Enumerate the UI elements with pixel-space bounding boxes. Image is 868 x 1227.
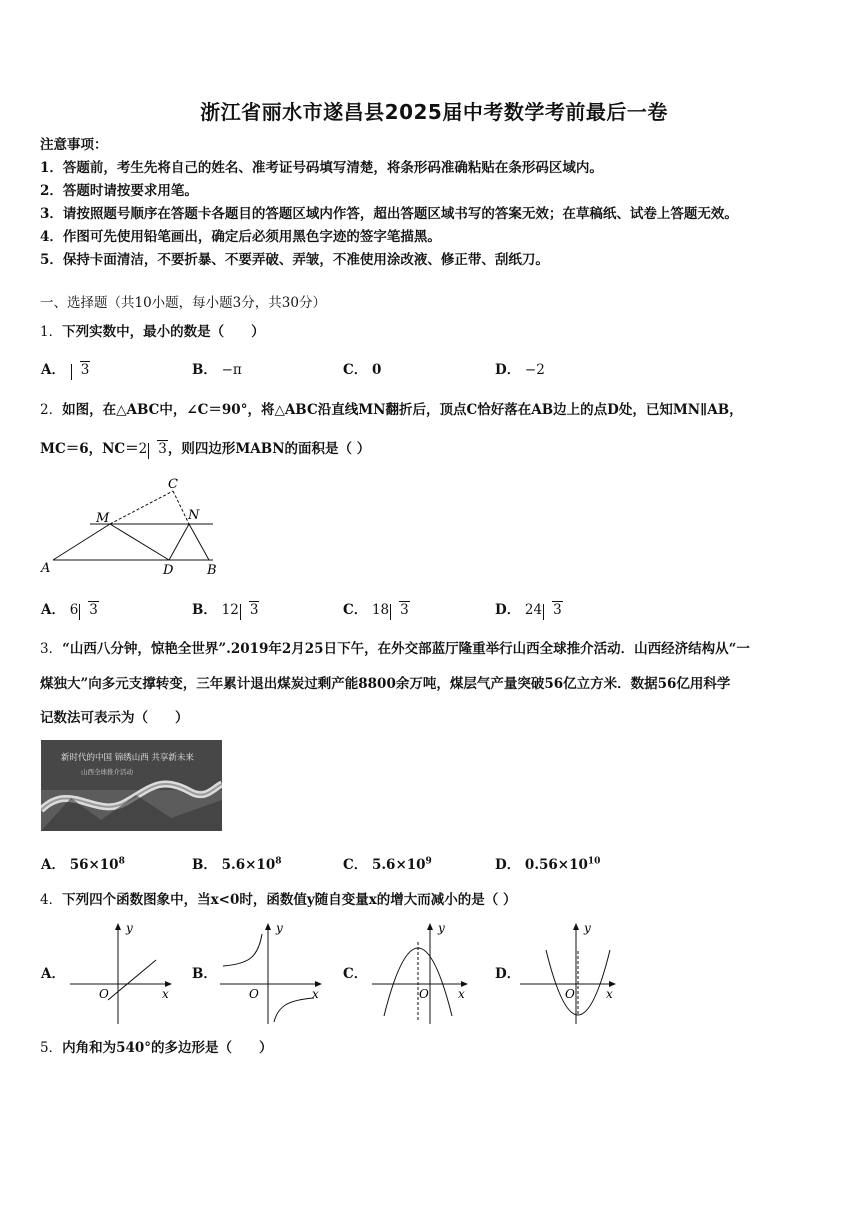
q2-option-b bbox=[192, 598, 259, 618]
question-4 bbox=[40, 888, 516, 908]
question-number: 2． bbox=[40, 402, 63, 418]
coefficient: 24 bbox=[524, 602, 543, 618]
option-label: A． bbox=[41, 362, 65, 378]
graph-a bbox=[68, 920, 178, 1025]
origin-label: O bbox=[565, 987, 575, 1001]
option-label: D． bbox=[495, 602, 521, 618]
question-text: ，则四边形MABN的面积是（ ） bbox=[167, 441, 371, 457]
option-label: D． bbox=[495, 362, 521, 378]
option-base: 56×10 bbox=[69, 857, 119, 873]
q4-option-b-label: B． bbox=[192, 966, 217, 982]
sqrt-symbol bbox=[148, 441, 168, 457]
graph-d bbox=[518, 920, 628, 1025]
radicand: 3 bbox=[553, 602, 562, 618]
question-text: 内角和为540°的多边形是（ ） bbox=[62, 1040, 273, 1056]
exponent: 8 bbox=[275, 856, 282, 867]
option-value: 0 bbox=[371, 362, 382, 378]
note-item: 4．作图可先使用铅笔画出，确定后必须用黑色字迹的签字笔描黑。 bbox=[40, 229, 441, 245]
photo-caption: 新时代的中国 锦绣山西 共享新未来 bbox=[61, 753, 194, 763]
question-text: MC＝6，NC＝ bbox=[40, 441, 139, 457]
q3-option-d bbox=[495, 853, 600, 873]
coefficient: 2 bbox=[138, 441, 148, 457]
sqrt-symbol bbox=[543, 602, 563, 618]
question-5 bbox=[40, 1036, 273, 1056]
q1-option-b bbox=[192, 358, 242, 378]
option-value: −π bbox=[221, 362, 242, 378]
coefficient: 18 bbox=[371, 602, 390, 618]
option-value: −2 bbox=[524, 362, 545, 378]
question-text: 下列实数中，最小的数是（ ） bbox=[62, 324, 265, 340]
note-item: 5．保持卡面清洁，不要折暴、不要弄破、弄皱，不准使用涂改液、修正带、刮纸刀。 bbox=[40, 252, 549, 268]
note-item: 3．请按照题号顺序在答题卡各题目的答题区域内作答，超出答题区域书写的答案无效；在草稿纸、试卷上答题无效。 bbox=[40, 206, 738, 222]
origin-label: O bbox=[249, 987, 259, 1001]
sqrt-symbol bbox=[240, 602, 260, 618]
radicand: 3 bbox=[400, 602, 409, 618]
sqrt-symbol bbox=[71, 362, 91, 378]
option-base: 5.6×10 bbox=[221, 857, 276, 873]
q4-option-a-label: A． bbox=[41, 966, 65, 982]
q4-option-d-label: D． bbox=[495, 966, 521, 982]
question-2 bbox=[40, 398, 743, 418]
q2-option-a bbox=[41, 598, 99, 618]
question-number: 4． bbox=[40, 892, 63, 908]
exponent: 9 bbox=[425, 856, 432, 867]
axis-y-label: y bbox=[276, 921, 283, 935]
coefficient: 12 bbox=[221, 602, 239, 618]
q3-option-b bbox=[192, 853, 281, 873]
section-heading: 一、选择题（共10小题，每小题3分，共30分） bbox=[40, 295, 326, 311]
q3-option-c bbox=[343, 853, 432, 873]
option-label: D． bbox=[495, 857, 521, 873]
axis-x-label: x bbox=[162, 987, 169, 1001]
radicand: 3 bbox=[89, 602, 98, 618]
axis-x-label: x bbox=[606, 987, 613, 1001]
option-label: C． bbox=[343, 362, 368, 378]
option-label: B． bbox=[192, 602, 217, 618]
option-label: B． bbox=[192, 857, 217, 873]
option-label: C． bbox=[343, 602, 368, 618]
question-3-line3: 记数法可表示为（ ） bbox=[40, 710, 189, 726]
q1-option-c bbox=[343, 358, 381, 378]
option-label: A． bbox=[41, 857, 65, 873]
label-m: M bbox=[96, 511, 110, 526]
q2-option-d bbox=[495, 598, 563, 618]
triangle-fold-figure bbox=[38, 474, 223, 579]
origin-label: O bbox=[419, 987, 429, 1001]
label-a: A bbox=[41, 561, 51, 576]
q1-option-a bbox=[41, 358, 90, 378]
axis-y-label: y bbox=[126, 921, 133, 935]
question-3 bbox=[40, 637, 750, 657]
question-text: 如图，在△ABC中，∠C＝90°，将△ABC沿直线MN翻折后，顶点C恰好落在AB边上的点D处，已知MN∥AB， bbox=[62, 402, 743, 418]
question-2-line2 bbox=[40, 437, 370, 457]
page-title: 浙江省丽水市遂昌县2025届中考数学考前最后一卷 bbox=[200, 100, 668, 124]
option-base: 5.6×10 bbox=[371, 857, 426, 873]
axis-y-label: y bbox=[438, 921, 445, 935]
photo-subcaption: 山西全球推介活动 bbox=[81, 768, 133, 776]
question-text: “山西八分钟，惊艳全世界”.2019年2月25日下午，在外交部蓝厅隆重举行山西全球推介活动．山西经济结构从“一 bbox=[62, 641, 750, 657]
sqrt-symbol bbox=[79, 602, 99, 618]
radicand: 3 bbox=[80, 362, 90, 378]
q3-option-a bbox=[41, 853, 125, 873]
label-c: C bbox=[168, 477, 178, 492]
shanxi-promotion-photo bbox=[41, 740, 222, 831]
exponent: 10 bbox=[587, 856, 601, 867]
graph-c bbox=[370, 920, 480, 1025]
note-item: 1．答题前，考生先将自己的姓名、准考证号码填写清楚，将条形码准确粘贴在条形码区域内。 bbox=[40, 160, 603, 176]
question-number: 3． bbox=[40, 641, 63, 657]
q1-option-d bbox=[495, 358, 545, 378]
q2-option-c bbox=[343, 598, 410, 618]
exponent: 8 bbox=[118, 856, 125, 867]
option-label: A． bbox=[41, 602, 65, 618]
notes-heading: 注意事项： bbox=[40, 137, 108, 153]
axis-x-label: x bbox=[458, 987, 465, 1001]
question-text: 下列四个函数图象中，当x<0时，函数值y随自变量x的增大而减小的是（ ） bbox=[62, 892, 517, 908]
radicand: 3 bbox=[158, 441, 167, 457]
option-label: B． bbox=[192, 362, 217, 378]
radicand: 3 bbox=[249, 602, 259, 618]
question-number: 1． bbox=[40, 324, 63, 340]
label-d: D bbox=[163, 563, 174, 578]
question-3-line2: 煤独大”向多元支撑转变，三年累计退出煤炭过剩产能8800余万吨，煤层气产量突破56亿立方米．数据56亿用科学 bbox=[40, 676, 731, 692]
sqrt-symbol bbox=[390, 602, 410, 618]
question-number: 5． bbox=[40, 1040, 63, 1056]
q4-option-c-label: C． bbox=[343, 966, 368, 982]
label-n: N bbox=[188, 508, 200, 523]
label-b: B bbox=[207, 563, 217, 578]
option-label: C． bbox=[343, 857, 368, 873]
note-item: 2．答题时请按要求用笔。 bbox=[40, 183, 198, 199]
question-1 bbox=[40, 320, 265, 340]
coefficient: 6 bbox=[69, 602, 79, 618]
graph-b bbox=[218, 920, 328, 1025]
axis-x-label: x bbox=[312, 987, 319, 1001]
origin-label: O bbox=[99, 987, 109, 1001]
option-base: 0.56×10 bbox=[524, 857, 588, 873]
axis-y-label: y bbox=[584, 921, 591, 935]
